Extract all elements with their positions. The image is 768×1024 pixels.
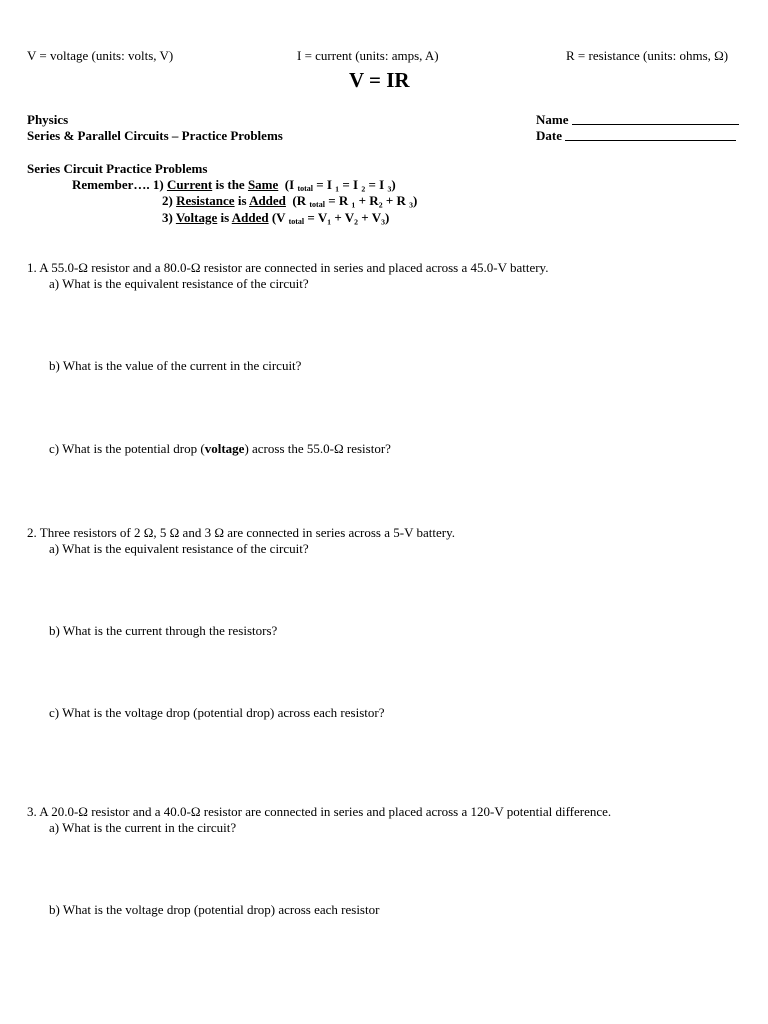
rule-resistance-mid: is	[237, 193, 247, 208]
rule-resistance-formula-end: = R ₁ + R₂ + R ₃)	[328, 193, 418, 208]
rule-resistance	[162, 193, 417, 209]
ohms-law-formula: V = IR	[349, 68, 410, 92]
rule-current-word: Current	[166, 177, 213, 192]
rule-voltage-sub: total	[288, 217, 305, 226]
subject-label: Physics	[27, 112, 69, 127]
problem-1-part-c-bold: voltage	[204, 441, 245, 456]
remember-label: Remember…. 1)	[72, 177, 164, 192]
rule-current	[72, 177, 396, 193]
problem-1-part-c-post: ) across the 55.0-Ω resistor?	[244, 441, 391, 456]
rule-current-mid: is the	[215, 177, 245, 192]
date-line	[565, 128, 736, 141]
rule-voltage-mid: is	[220, 210, 230, 225]
problem-3-part-b: b) What is the voltage drop (potential drop) across each resistor	[49, 902, 380, 917]
rule-voltage-word: Voltage	[175, 210, 218, 225]
rule-resistance-word: Resistance	[176, 193, 235, 208]
rule-current-sub: total	[297, 184, 313, 193]
current-definition: I = current (units: amps, A)	[297, 48, 439, 63]
rule-voltage-formula-start: (V	[271, 210, 286, 225]
rule-resistance-formula-start: (R	[292, 193, 307, 208]
rule-current-same: Same	[247, 177, 279, 192]
rule-current-formula-start: (I	[284, 177, 295, 192]
problem-3-part-a: a) What is the current in the circuit?	[49, 820, 237, 835]
problem-2: 2. Three resistors of 2 Ω, 5 Ω and 3 Ω are connected in series across a 5-V battery.	[27, 525, 455, 540]
rule-resistance-sub: total	[309, 200, 325, 209]
date-field[interactable]	[536, 128, 736, 144]
section-heading: Series Circuit Practice Problems	[27, 161, 208, 176]
rule-voltage	[162, 210, 389, 226]
name-label: Name	[536, 112, 569, 127]
rule-voltage-added: Added	[231, 210, 269, 225]
name-line	[572, 112, 739, 125]
rule-voltage-formula-end: = V₁ + V₂ + V₃)	[307, 210, 390, 225]
problem-1-part-a: a) What is the equivalent resistance of the circuit?	[49, 276, 309, 291]
problem-1-part-b: b) What is the value of the current in the circuit?	[49, 358, 302, 373]
rule-current-formula-end: = I ₁ = I ₂ = I ₃)	[316, 177, 396, 192]
problem-3: 3. A 20.0-Ω resistor and a 40.0-Ω resistor are connected in series and placed across a 120-V potential difference.	[27, 804, 612, 819]
problem-2-part-a: a) What is the equivalent resistance of the circuit?	[49, 541, 309, 556]
problem-1-part-c	[49, 441, 391, 457]
problem-2-part-c: c) What is the voltage drop (potential drop) across each resistor?	[49, 705, 385, 720]
problem-1: 1. A 55.0-Ω resistor and a 80.0-Ω resistor are connected in series and placed across a 45.0-V battery.	[27, 260, 549, 275]
resistance-definition: R = resistance (units: ohms, Ω)	[566, 48, 729, 63]
rule-voltage-num: 3)	[162, 210, 173, 225]
rule-resistance-added: Added	[249, 193, 286, 208]
name-field[interactable]	[536, 112, 739, 128]
date-label: Date	[536, 128, 562, 143]
rule-resistance-num: 2)	[162, 193, 173, 208]
page-title: Series & Parallel Circuits – Practice Problems	[27, 128, 283, 143]
problem-1-part-c-pre: c) What is the potential drop (	[49, 441, 205, 456]
voltage-definition: V = voltage (units: volts, V)	[27, 48, 174, 63]
problem-2-part-b: b) What is the current through the resistors?	[49, 623, 278, 638]
